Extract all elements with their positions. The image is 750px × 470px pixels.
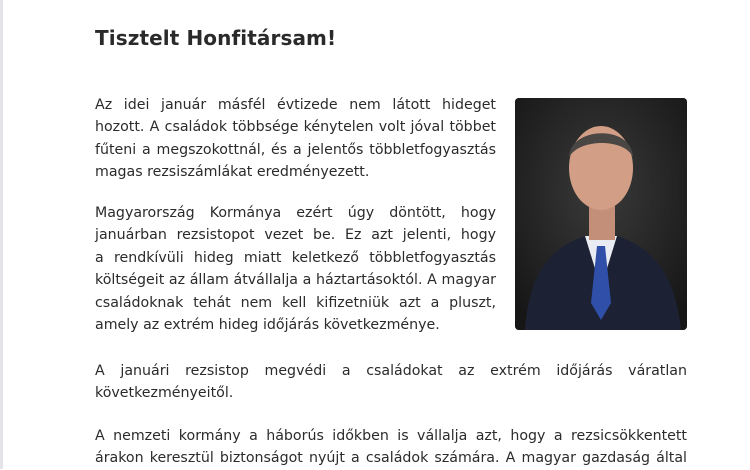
text-line: hozott. A családok többsége kénytelen volt jóval többet bbox=[95, 119, 496, 136]
text-line: A nemzeti kormány a háborús időkben is vállalja azt, hogy a rezsicsökkentett bbox=[95, 428, 687, 444]
text-line: fűteni a megszokottnál, és a jelentős többletfogyasztás bbox=[95, 141, 496, 158]
paragraph-4 bbox=[95, 425, 687, 470]
page-edge bbox=[0, 0, 3, 469]
text-line: A januári rezsistop megvédi a családokat az extrém időjárás váratlan bbox=[95, 363, 687, 379]
portrait-photo bbox=[515, 98, 687, 330]
text-line: januárban rezsistopot vezet be. Ez azt jelenti, hogy bbox=[95, 227, 496, 244]
paragraph-3 bbox=[95, 360, 687, 405]
text-line: Magyarország Kormánya ezért úgy döntött, hogy bbox=[95, 205, 496, 221]
text-line: árakon keresztül biztonságot nyújt a családok számára. A magyar gazdaság által bbox=[95, 450, 687, 467]
portrait-illustration bbox=[515, 98, 687, 330]
text-line: Az idei január másfél évtizede nem látott hideget bbox=[95, 97, 496, 113]
letter-salutation: Tisztelt Honfitársam! bbox=[95, 26, 337, 50]
text-line: költségeit az állam átvállalja a háztartásoktól. A magyar bbox=[95, 272, 496, 289]
text-line: amely az extrém hideg időjárás következménye. bbox=[95, 317, 440, 334]
text-line: a rendkívüli hideg miatt keletkező többletfogyasztás bbox=[95, 249, 496, 266]
text-line: családoknak tehát nem kell kifizetniük azt a pluszt, bbox=[95, 294, 496, 311]
text-line: következményeitől. bbox=[95, 385, 234, 402]
paragraph-1 bbox=[95, 94, 496, 184]
text-line: magas rezsiszámlákat eredményezett. bbox=[95, 164, 370, 181]
paragraph-2 bbox=[95, 202, 496, 336]
